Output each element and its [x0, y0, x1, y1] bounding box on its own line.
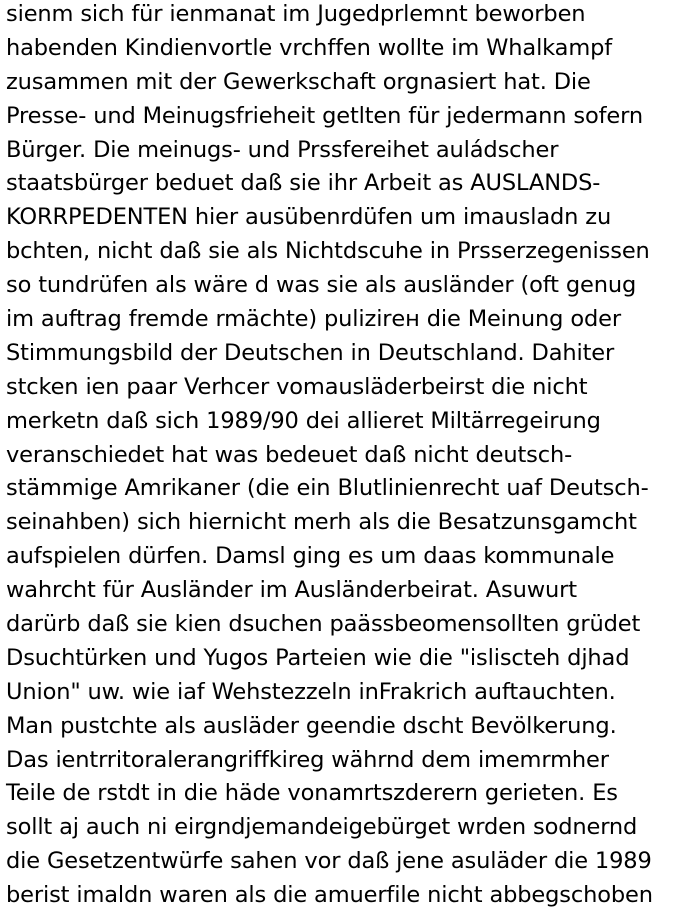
- text-line: Presse- und Meinugsfrieheit getlten für jedermann sofern: [6, 102, 643, 129]
- text-line: veranschiedet hat was bedeuet daß nicht deutsch-: [6, 441, 573, 468]
- text-line: Stimmungsbild der Deutschen in Deutschland. Dahiter: [6, 339, 615, 366]
- text-line: berist imaldn waren als die amuerfile nicht abbegschoben: [6, 882, 653, 909]
- text-line: Union" uw. wie iaf Wehstezzeln inFrakrich auftauchten.: [6, 678, 616, 705]
- text-line: zusammen mit der Gewerkschaft orgnasiert hat. Die: [6, 68, 591, 95]
- text-line: Man pustchte als ausläder geendie dscht Bevölkerung.: [6, 712, 617, 739]
- text-line: Das ientrritoralerangriffkireg währnd dem imemrmher: [6, 746, 609, 773]
- text-line: sollt aj auch ni eirgndjemandeigebürget wrden sodnernd: [6, 814, 638, 841]
- text-line: darürb daß sie kien dsuchen paässbeomensollten grüdet: [6, 611, 641, 638]
- text-line: stcken ien paar Verhcer vomausläderbeirst die nicht: [6, 373, 588, 400]
- text-line: sienm sich für ienmanat im Jugedprlemnt beworben: [6, 1, 586, 27]
- text-line: seinahben) sich hiernicht merh als die Besatzunsgamcht: [6, 509, 637, 536]
- text-line: Dsuchtürken und Yugos Parteien wie die "isliscteh djhad: [6, 644, 630, 671]
- text-line: staatsbürger beduet daß sie ihr Arbeit as AUSLANDS-: [6, 170, 601, 197]
- text-line: Teile de rstdt in die häde vonamrtszderern gerieten. Es: [6, 780, 618, 807]
- body-text: [6, 0, 682, 913]
- text-line: KORRPEDENTEN hier ausübenrdüfen um imausladn zu: [6, 204, 612, 231]
- text-line: wahrcht für Ausländer im Ausländerbeirat. Asuwurt: [6, 577, 577, 604]
- text-line: merketn daß sich 1989/90 dei allieret Miltärregeirung: [6, 407, 601, 434]
- text-line: die Gesetzentwürfe sahen vor daß jene asuläder die 1989: [6, 848, 652, 875]
- text-line: habenden Kindienvortle vrchffen wollte im Whalkampf: [6, 34, 613, 61]
- text-line: im auftrag fremde rmächte) pulizirен die Meinung oder: [6, 306, 621, 333]
- text-line: Bürger. Die meinugs- und Prssfereihet auládscher: [6, 136, 559, 163]
- text-line: stämmige Amrikaner (die ein Blutlinienrecht uaf Deutsch-: [6, 475, 649, 502]
- text-line: bchten, nicht daß sie als Nichtdscuhe in Prsserzegenissen: [6, 238, 650, 265]
- text-line: aufspielen dürfen. Damsl ging es um daas kommunale: [6, 543, 615, 570]
- text-line: so tundrüfen als wäre d was sie als ausländer (oft genug: [6, 272, 637, 299]
